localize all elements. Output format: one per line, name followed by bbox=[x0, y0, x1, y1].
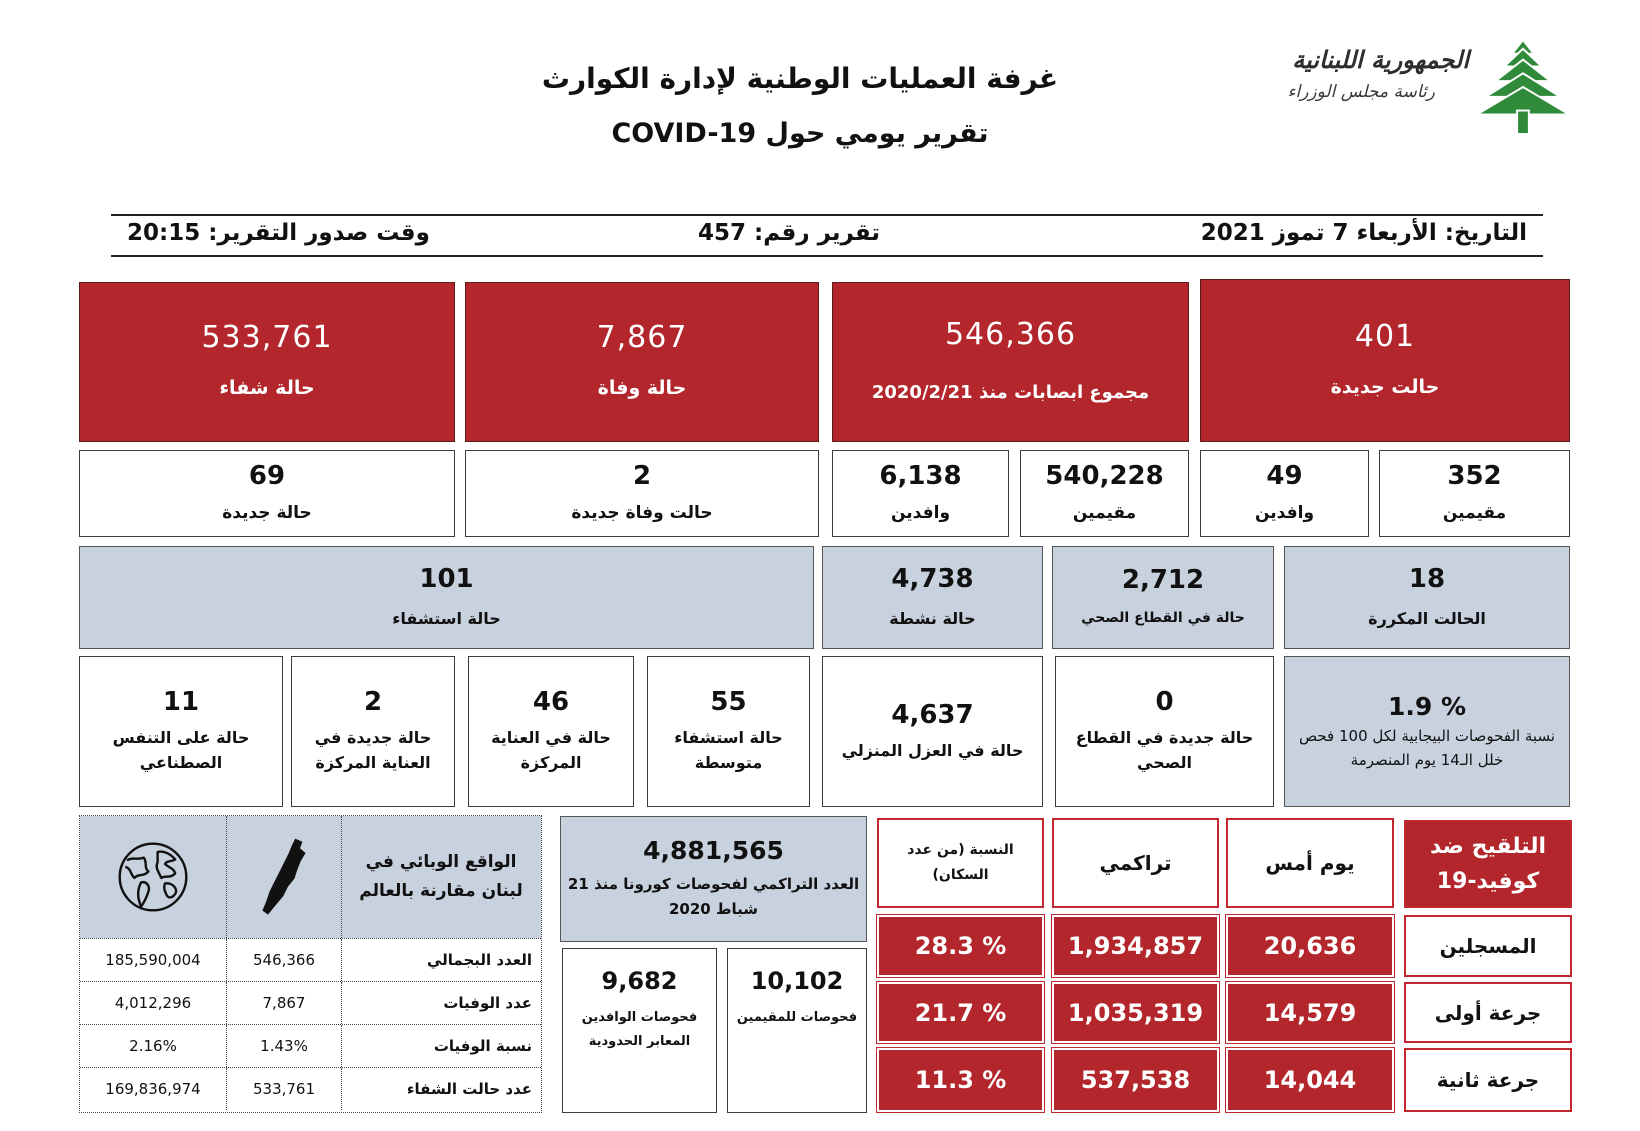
repeated-cases-value: 18 bbox=[1408, 563, 1446, 594]
vaccination-column-yesterday: يوم أمس bbox=[1226, 818, 1394, 908]
vaccination-value: 20,636 bbox=[1226, 915, 1394, 977]
new-deaths-card bbox=[465, 450, 819, 537]
total-arrivals-value: 6,138 bbox=[879, 460, 962, 491]
presidency-name: رئاسة مجلس الوزراء bbox=[1287, 82, 1435, 102]
comparison-row bbox=[80, 938, 541, 981]
total-cases-card bbox=[832, 282, 1189, 442]
new-cases-value: 401 bbox=[1354, 318, 1416, 354]
new-health-sector-value: 0 bbox=[1155, 687, 1174, 718]
vaccination-row-label-first-dose: جرعة أولى bbox=[1404, 982, 1572, 1043]
home-isolation-card bbox=[822, 656, 1043, 807]
health-sector-card bbox=[1052, 546, 1274, 649]
lebanon-value: 546,366 bbox=[226, 939, 341, 981]
deaths-label: حالة وفاة bbox=[597, 377, 687, 400]
total-cases-label: مجموع ابصابات منذ 2020/2/21 bbox=[871, 382, 1150, 404]
comparison-row-label: نسبة الوفيات bbox=[341, 1025, 540, 1067]
lebanon-column-header bbox=[226, 816, 341, 938]
home-isolation-label: حالة في العزل المنزلي bbox=[841, 740, 1024, 760]
positivity-rate-value: 1.9 % bbox=[1387, 691, 1467, 721]
total-tests-value: 4,881,565 bbox=[643, 835, 784, 865]
new-arrivals-card bbox=[1200, 450, 1369, 537]
arrival-tests-label: فحوصات الوافدين المعابر الحدودية bbox=[581, 1009, 698, 1050]
comparison-row-label: العدد البجمالي bbox=[341, 939, 540, 981]
world-value: 185,590,004 bbox=[105, 951, 201, 969]
vaccination-value: 11.3 % bbox=[877, 1048, 1044, 1112]
new-residents-label: مقيمين bbox=[1442, 502, 1507, 523]
comparison-title: الواقع الوبائي في لبنان مقارنة بالعالم bbox=[341, 816, 540, 938]
hospitalized-label: حالة استشفاء bbox=[392, 608, 501, 628]
comparison-row-label: عدد الوفيات bbox=[341, 982, 540, 1024]
new-arrivals-label: وافدين bbox=[1254, 502, 1315, 523]
recoveries-card bbox=[79, 282, 455, 442]
new-icu-card bbox=[291, 656, 455, 807]
new-deaths-value: 2 bbox=[632, 460, 652, 491]
world-value: 4,012,296 bbox=[114, 994, 192, 1012]
arrival-tests-value: 9,682 bbox=[601, 967, 678, 995]
page-title: غرفة العمليات الوطنية لإدارة الكوارث bbox=[541, 62, 1059, 95]
total-tests-label: العدد التراكمي لفحوصات كورونا منذ 21 شباط 2020 bbox=[567, 874, 860, 918]
new-residents-card bbox=[1379, 450, 1570, 537]
vaccination-value: 28.3 % bbox=[877, 915, 1044, 977]
comparison-header-row bbox=[80, 816, 541, 938]
positivity-rate-label: نسبة الفحوصات البيجابية لكل 100 فحص خلل الـ14 يوم المنصرمة bbox=[1298, 726, 1556, 769]
moderate-hospitalization-label: حالة استشفاء متوسطة bbox=[674, 728, 783, 773]
new-deaths-label: حالت وفاة جديدة bbox=[571, 502, 713, 523]
icu-value: 46 bbox=[532, 687, 570, 718]
repeated-cases-card bbox=[1284, 546, 1570, 649]
globe-icon bbox=[116, 840, 190, 914]
republic-name: الجمهورية اللبنانية bbox=[1292, 46, 1469, 74]
vaccination-title: التلقيح ضد كوفيد-19 bbox=[1404, 820, 1572, 908]
vaccination-column-cumulative: تراكمي bbox=[1052, 818, 1219, 908]
lebanon-value: 533,761 bbox=[226, 1068, 341, 1110]
new-icu-value: 2 bbox=[363, 687, 383, 718]
new-recoveries-value: 69 bbox=[248, 460, 286, 491]
repeated-cases-label: الحالت المكررة bbox=[1368, 608, 1486, 628]
deaths-value: 7,867 bbox=[596, 320, 688, 356]
deaths-card bbox=[465, 282, 819, 442]
vaccination-value: 537,538 bbox=[1052, 1048, 1219, 1112]
total-residents-value: 540,228 bbox=[1045, 460, 1164, 491]
new-health-sector-card bbox=[1055, 656, 1274, 807]
vaccination-value: 1,035,319 bbox=[1052, 982, 1219, 1043]
new-residents-value: 352 bbox=[1447, 460, 1502, 491]
active-cases-card bbox=[822, 546, 1043, 649]
new-cases-card bbox=[1200, 279, 1570, 442]
total-arrivals-card bbox=[832, 450, 1009, 537]
ventilator-value: 11 bbox=[162, 687, 200, 718]
active-cases-label: حالة نشطة bbox=[889, 608, 976, 628]
vaccination-value: 14,579 bbox=[1226, 982, 1394, 1043]
total-residents-label: مقيمين bbox=[1072, 502, 1137, 523]
comparison-row bbox=[80, 1067, 541, 1110]
arrival-tests-card bbox=[562, 948, 717, 1113]
comparison-row-label: عدد حالت الشفاء bbox=[341, 1068, 540, 1110]
new-recoveries-label: حالة جديدة bbox=[222, 502, 312, 523]
comparison-row bbox=[80, 981, 541, 1024]
total-residents-card bbox=[1020, 450, 1189, 537]
comparison-row bbox=[80, 1024, 541, 1067]
vaccination-row-label-second-dose: جرعة ثانية bbox=[1404, 1048, 1572, 1112]
moderate-hospitalization-value: 55 bbox=[710, 687, 747, 718]
report-date: التاريخ: الأربعاء 7 تموز 2021 bbox=[1200, 220, 1527, 246]
recoveries-value: 533,761 bbox=[201, 320, 333, 356]
world-value: 169,836,974 bbox=[105, 1080, 201, 1098]
moderate-hospitalization-card bbox=[647, 656, 810, 807]
total-cases-value: 546,366 bbox=[944, 317, 1077, 353]
resident-tests-label: فحوصات للمقيمين bbox=[736, 1009, 858, 1025]
cedar-tree-icon bbox=[1474, 38, 1572, 136]
vaccination-value: 21.7 % bbox=[877, 982, 1044, 1043]
page-subtitle: تقرير يومي حول COVID-19 bbox=[611, 118, 989, 149]
recoveries-label: حالة شفاء bbox=[219, 377, 315, 400]
total-arrivals-label: وافدين bbox=[890, 502, 951, 523]
positivity-rate-card bbox=[1284, 656, 1570, 807]
new-recoveries-card bbox=[79, 450, 455, 537]
report-info-bar bbox=[111, 214, 1543, 257]
resident-tests-card bbox=[727, 948, 867, 1113]
new-cases-label: حالت جديدة bbox=[1330, 375, 1440, 398]
icu-label: حالة في العناية المركزة bbox=[491, 728, 611, 773]
total-tests-card bbox=[560, 816, 867, 942]
home-isolation-value: 4,637 bbox=[891, 699, 974, 730]
report-issue-time: وقت صدور التقرير: 20:15 bbox=[127, 220, 430, 246]
vaccination-row-label-registered: المسجلين bbox=[1404, 915, 1572, 977]
lebanon-value: 1.43% bbox=[226, 1025, 341, 1067]
health-sector-value: 2,712 bbox=[1121, 565, 1205, 596]
world-column-header bbox=[80, 816, 226, 938]
new-icu-label: حالة جديدة في العناية المركزة bbox=[314, 728, 432, 773]
government-wordmark bbox=[1288, 46, 1470, 102]
vaccination-value: 14,044 bbox=[1226, 1048, 1394, 1112]
hospitalized-value: 101 bbox=[419, 563, 474, 594]
vaccination-value: 1,934,857 bbox=[1052, 915, 1219, 977]
epidemic-comparison-table bbox=[79, 815, 542, 1113]
new-health-sector-label: حالة جديدة في القطاع الصحي bbox=[1075, 728, 1254, 773]
new-arrivals-value: 49 bbox=[1266, 460, 1303, 491]
ventilator-card bbox=[79, 656, 283, 807]
report-number: تقرير رقم: 457 bbox=[698, 220, 881, 246]
lebanon-value: 7,867 bbox=[226, 982, 341, 1024]
health-sector-label: حالة في القطاع الصحي bbox=[1081, 610, 1245, 627]
icu-card bbox=[468, 656, 634, 807]
vaccination-column-percentage: النسبة (من عدد السكان) bbox=[877, 818, 1044, 908]
lebanon-map-icon bbox=[260, 837, 308, 917]
active-cases-value: 4,738 bbox=[891, 563, 974, 594]
world-value: 2.16% bbox=[129, 1037, 177, 1055]
resident-tests-value: 10,102 bbox=[750, 967, 844, 995]
ventilator-label: حالة على التنفس الصطناعي bbox=[112, 728, 250, 773]
hospitalized-card bbox=[79, 546, 814, 649]
